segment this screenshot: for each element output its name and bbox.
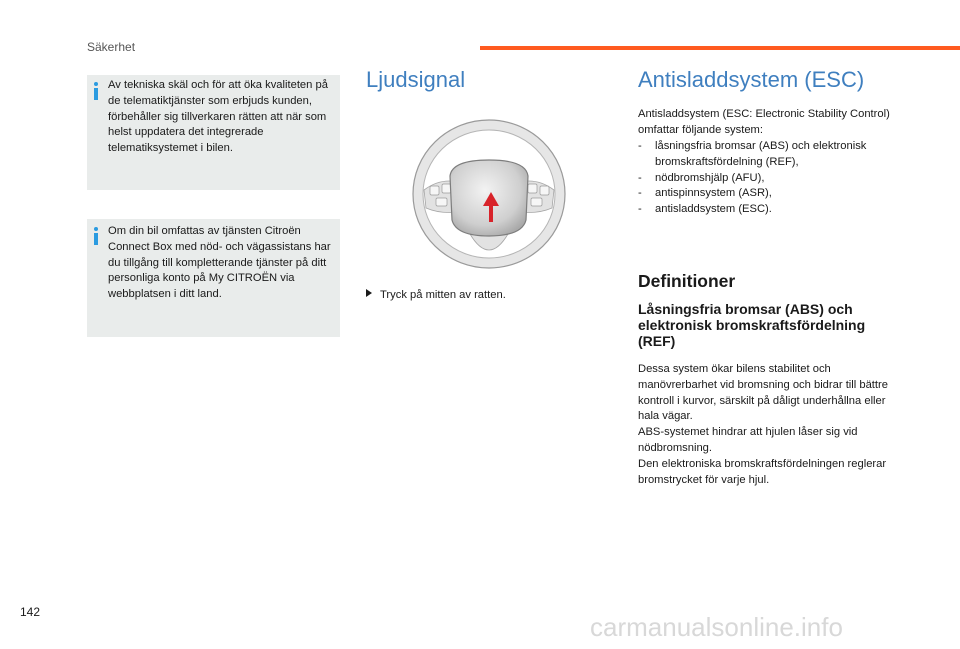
esc-system-list <box>638 139 898 218</box>
info-box-connect-box <box>87 219 340 337</box>
paragraph: Den elektroniska bromskraftsfördelningen reglerar bromstrycket för varje hjul. <box>638 457 887 486</box>
header-accent-bar <box>480 46 960 50</box>
info-box-text: Av tekniska skäl och för att öka kvaliteten på de telematiktjänster som erbjuds kunden, förbehåller sig tillverkaren rätten att när som helst uppdatera det integrerade telematiksystemet i bilen. <box>108 79 328 155</box>
list-item: - nödbromshjälp (AFU), <box>638 171 765 184</box>
abs-subtitle: Låsningsfria bromsar (ABS) och elektronisk bromskraftsfördelning (REF) <box>638 301 866 349</box>
horn-instruction <box>366 288 506 304</box>
arrow-bullet-icon <box>366 289 372 297</box>
paragraph: ABS-systemet hindrar att hjulen låser sig vid nödbromsning. <box>638 426 858 454</box>
horn-instruction-text: Tryck på mitten av ratten. <box>380 289 506 301</box>
info-box-text: Om din bil omfattas av tjänsten Citroën Connect Box med nöd- och vägassistans har du tillgång till kompletterande tjänster på ditt personliga konto på My CITROËN via webbplatsen i ditt land. <box>108 225 331 301</box>
esc-intro: Antisladdsystem (ESC: Electronic Stability Control) omfattar följande system: <box>638 108 890 136</box>
section-label: Säkerhet <box>87 40 136 54</box>
abs-description <box>638 362 888 488</box>
info-icon <box>94 227 98 245</box>
page-number: 142 <box>20 605 41 619</box>
list-item: - antisladdsystem (ESC). <box>638 203 772 216</box>
list-item: - antispinnsystem (ASR), <box>638 187 772 200</box>
paragraph: Dessa system ökar bilens stabilitet och manövrerbarhet vid bromsning och bidrar till bättre kontroll i kurvor, särskilt på dåligt underhållna eller hala vägar. <box>638 363 888 423</box>
esc-title: Antisladdsystem (ESC) <box>638 67 865 92</box>
definitions-title: Definitioner <box>638 271 736 291</box>
info-box-telematics <box>87 75 340 190</box>
watermark: carmanualsonline.info <box>590 612 843 642</box>
info-icon <box>94 82 98 100</box>
list-item: - låsningsfria bromsar (ABS) och elektronisk bromskraftsfördelning (REF), <box>638 140 867 168</box>
horn-title: Ljudsignal <box>366 67 466 92</box>
steering-wheel-illustration <box>410 116 568 272</box>
